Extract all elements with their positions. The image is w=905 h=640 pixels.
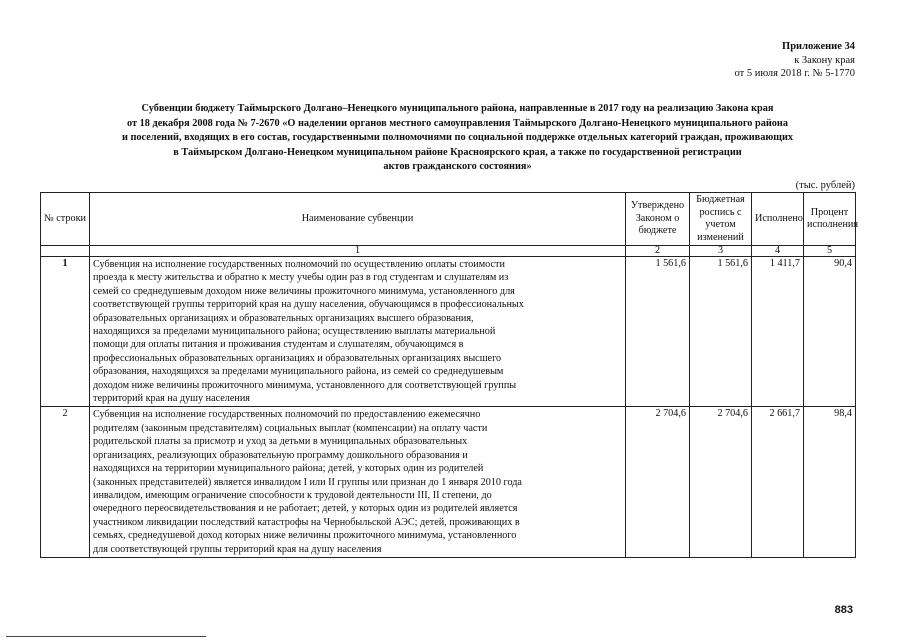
execution-percent: 98,4 xyxy=(804,407,856,557)
subventions-table xyxy=(40,192,859,558)
description-line: Субвенция на исполнение государственных полномочий по предоставлению ежемесячно xyxy=(93,409,481,421)
title-line: актов гражданского состояния» xyxy=(383,161,532,173)
table-row xyxy=(41,407,856,557)
subvention-description xyxy=(90,257,626,407)
description-line: очередного переосвидетельствования и не работает; детей, у которых один из родителей является xyxy=(93,503,518,515)
column-number-cell: 4 xyxy=(752,246,804,257)
column-number-cell: 3 xyxy=(690,246,752,257)
header-budget: Бюджетная роспись с учетом изменений xyxy=(690,193,752,246)
subvention-description xyxy=(90,407,626,557)
title-line: от 18 декабря 2008 года № 7-2670 «О наделении органов местного самоуправления Таймырского Долгано-Ненецкого муниципального района xyxy=(126,117,788,129)
description-line: участником ликвидации последствий катастрофы на Чернобыльской АЭС; детей, проживающих в xyxy=(93,516,520,528)
description-line: помощи для оплаты питания и проживания студентам и слушателям, обучающимся в xyxy=(93,339,464,351)
table-header-row xyxy=(41,193,856,246)
description-line: семьях, среднедушевой доход которых ниже величины прожиточного минимума, установленного xyxy=(93,530,517,542)
column-number-cell: 1 xyxy=(90,246,626,257)
description-line: для соответствующей группы территорий края на душу населения xyxy=(93,543,382,555)
description-line: находящихся за пределами муниципального района; осуществлению выплаты материальной xyxy=(93,326,496,338)
budget-amount: 1 561,6 xyxy=(690,257,752,407)
footer-divider xyxy=(6,636,206,637)
approved-amount: 1 561,6 xyxy=(626,257,690,407)
column-number-cell: 5 xyxy=(804,246,856,257)
document-title xyxy=(60,102,855,175)
description-line: организациях, реализующих образовательную программу дошкольного образования и xyxy=(93,449,468,461)
description-line: родительской платы за присмотр и уход за детьми в муниципальных образовательных xyxy=(93,436,468,448)
execution-percent: 90,4 xyxy=(804,257,856,407)
description-line: проезда к месту жительства и обратно к месту учебы один раз в год студентам и слушателям из xyxy=(93,272,509,284)
description-line: соответствующей группы территорий края на душу населения, обучающимся в профессиональных xyxy=(93,299,524,311)
column-number-cell: 2 xyxy=(626,246,690,257)
budget-amount: 2 704,6 xyxy=(690,407,752,557)
row-number: 1 xyxy=(41,257,90,407)
appendix-law-ref: к Закону края xyxy=(794,54,855,66)
table-row xyxy=(41,257,856,407)
row-number: 2 xyxy=(41,407,90,557)
approved-amount: 2 704,6 xyxy=(626,407,690,557)
header-row-no: № строки xyxy=(41,193,90,246)
appendix-law-date: от 5 июля 2018 г. № 5-1770 xyxy=(734,68,855,79)
page-number: 883 xyxy=(834,604,853,616)
title-line: Субвенции бюджету Таймырского Долгано–Ненецкого муниципального района, направленные в 2017 году на реализацию Закона края xyxy=(141,103,774,114)
executed-amount: 1 411,7 xyxy=(752,257,804,407)
description-line: находящихся на территории муниципального района; детей, у которых один из родителей xyxy=(93,463,484,475)
header-name: Наименование субвенции xyxy=(90,193,626,246)
description-line: образовательных организациях и образовательных организациях высшего образования, xyxy=(93,312,474,324)
description-line: родителям (законным представителям) социальных выплат (компенсации) на оплату части xyxy=(93,422,488,434)
description-line: семей со среднедушевым доходом ниже величины прожиточного минимума, установленного для xyxy=(93,285,515,297)
description-line: инвалидом, имеющим ограничение способности к трудовой деятельности III, II степени, до xyxy=(93,489,492,501)
header-executed: Исполнено xyxy=(752,193,804,246)
description-line: территорий края на душу населения xyxy=(93,393,250,405)
description-line: (законных представителей) является инвалидом I или II группы или признан до 1 января 2010 года xyxy=(93,476,522,488)
description-line: образования, находящихся за пределами муниципального района, из семей со среднедушевым xyxy=(93,366,504,378)
description-line: профессиональных образовательных организациях и образовательных организациях высшего xyxy=(93,352,502,364)
title-line: и поселений, входящих в его состав, государственными полномочиями по социальной поддержке отдельных категорий граждан, проживающих xyxy=(121,132,794,144)
executed-amount: 2 661,7 xyxy=(752,407,804,557)
column-numbers-row xyxy=(41,246,856,257)
appendix-title: Приложение 34 xyxy=(782,41,855,52)
description-line: Субвенция на исполнение государственных полномочий по осуществлению оплаты стоимости xyxy=(93,259,505,270)
units-label: (тыс. рублей) xyxy=(795,180,855,191)
description-line: доходом ниже величины прожиточного минимума, установленного для соответствующей группы xyxy=(93,379,517,391)
appendix-block xyxy=(735,40,855,81)
title-line: в Таймырском Долгано-Ненецком муниципальном районе Красноярского края, а также по государственной регистрации xyxy=(173,146,742,158)
header-approved: Утверждено Законом о бюджете xyxy=(626,193,690,246)
column-number-cell xyxy=(41,246,90,257)
header-percent: Процент исполнения xyxy=(804,193,856,246)
